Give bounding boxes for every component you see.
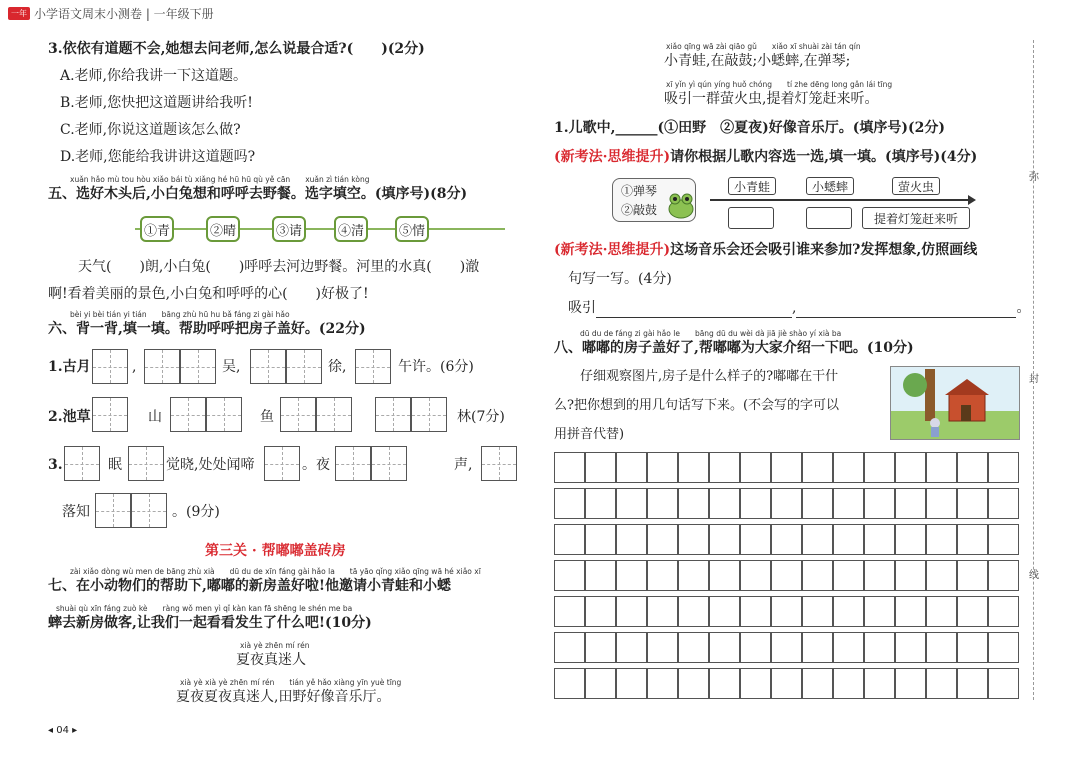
- char-option-2: ②晴: [206, 216, 240, 242]
- r2-text: 请你根据儿歌内容选一选,填一填。(填序号)(4分): [670, 149, 978, 165]
- r3-fill-period: 。: [1016, 300, 1031, 316]
- q7-pinyin1: zài xiǎo dòng wù men de bāng zhù xià dū du de xīn fáng gài hǎo la tā yāo qǐng xiǎo qīng wā hé xiǎo xī: [70, 567, 481, 576]
- q6-1-grid-a[interactable]: [92, 349, 128, 384]
- char-option-4: ④清: [334, 216, 368, 242]
- r3-blank-2[interactable]: [796, 299, 1016, 318]
- q7-line1: 七、在小动物们的帮助下,嘟嘟的新房盖好啦!他邀请小青蛙和小蟋: [48, 578, 452, 594]
- r3-line2: 句写一写。(4分): [568, 271, 672, 287]
- q5-fill-line1: 天气( )朗,小白兔( )呼呼去河边野餐。河里的水真( )澈: [78, 259, 480, 275]
- q6-2-text-c: 鱼: [260, 409, 274, 425]
- r2-label-firefly: 萤火虫: [892, 177, 940, 195]
- header: [8, 5, 214, 21]
- q6-3-label: 3.: [48, 457, 63, 473]
- q6-1-grid-c[interactable]: [250, 349, 322, 384]
- page-number: ◂ 04 ▸: [48, 725, 78, 736]
- q3-option-c: C.老师,你说这道题该怎么做?: [60, 122, 241, 138]
- q8-desc-1: 仔细观察图片,房子是什么样子的?嘟嘟在干什: [580, 369, 839, 384]
- q8-desc-3: 用拼音代替): [554, 427, 625, 442]
- q6-3-text-e: 声,: [454, 457, 473, 473]
- r3-fill-prefix: 吸引: [568, 300, 596, 316]
- vine: [135, 228, 505, 230]
- poem-title: 夏夜真迷人: [236, 652, 306, 668]
- q6-3-text-b: 眠: [108, 457, 122, 473]
- q6-3-grid-e[interactable]: [481, 446, 517, 481]
- q5-fill-line2: 啊!看着美丽的景色,小白兔和呼呼的心( )好极了!: [48, 286, 369, 302]
- header-title: 小学语文周末小测卷 | 一年级下册: [34, 6, 214, 21]
- q6-2-label: 2.池草: [48, 409, 91, 425]
- q8-desc-2: 么?把你想到的用几句话写下来。(不会写的字可以: [554, 398, 840, 413]
- r2-tag: (新考法·思维提升): [554, 149, 671, 165]
- q6-2-grid-a[interactable]: [92, 397, 128, 432]
- q3-option-b: B.老师,您快把这道题讲给我听!: [60, 95, 253, 111]
- r1-stem: 1.儿歌中,______(①田野 ②夏夜)好像音乐厅。(填序号)(2分): [554, 120, 945, 136]
- q7-pinyin2: shuài qù xīn fáng zuò kè ràng wǒ men yì qǐ kàn kan fā shēng le shén me ba: [56, 604, 353, 613]
- q6-4-grid[interactable]: [95, 493, 167, 528]
- char-option-5: ⑤情: [395, 216, 429, 242]
- q8-pinyin: dū du de fáng zi gài hǎo le bāng dū du wèi dà jiā jiè shào yí xià ba: [580, 329, 842, 338]
- r2-arrow-line: [710, 199, 972, 201]
- poem-line3-pinyin: xī yǐn yì qún yíng huǒ chóng tí zhe dēng long gǎn lái tīng: [666, 80, 893, 89]
- q6-pinyin: bèi yi bèi tián yi tián bāng zhù hū hu bǎ fáng zi gài hǎo: [70, 310, 290, 319]
- q6-1-grid-b[interactable]: [144, 349, 216, 384]
- q6-1-text-d: 徐,: [328, 359, 347, 375]
- r2-answer-box-2[interactable]: [806, 207, 852, 229]
- q6-2-grid-d[interactable]: [375, 397, 447, 432]
- q7-line2: 蟀去新房做客,让我们一起看看发生了什么吧!(10分): [48, 615, 372, 631]
- side-mark-1: 弥: [1029, 172, 1039, 183]
- char-option-3: ③请: [272, 216, 306, 242]
- header-badge: 一年: [8, 7, 30, 20]
- char-option-1: ①青: [140, 216, 174, 242]
- poem-line1-pinyin: xià yè xià yè zhēn mí rén tián yě hǎo xiàng yīn yuè tīng: [180, 678, 402, 687]
- r3-tag: (新考法·思维提升): [554, 242, 671, 258]
- poem-line3: 吸引一群萤火虫,提着灯笼赶来听。: [664, 91, 879, 107]
- q6-1-text-c: 吴,: [222, 359, 241, 375]
- poem-title-pinyin: xià yè zhēn mí rén: [240, 641, 310, 650]
- q6-4-text-a: 落知: [62, 504, 90, 520]
- q5-stem: 五、选好木头后,小白兔想和呼呼去野餐。选字填空。(填序号)(8分): [48, 186, 468, 202]
- q6-2-text-b: 山: [148, 409, 162, 425]
- q3-option-a: A.老师,你给我讲一下这道题。: [60, 68, 248, 84]
- poem-line2: 小青蛙,在敲鼓;小蟋蟀,在弹琴;: [664, 53, 851, 69]
- r2-answer-box-1[interactable]: [728, 207, 774, 229]
- r2-option-1: ①弹琴: [621, 184, 658, 198]
- q6-3-grid-b[interactable]: [128, 446, 164, 481]
- q3-option-d: D.老师,您能给我讲讲这道题吗?: [60, 149, 256, 165]
- section-title: 第三关 · 帮嘟嘟盖砖房: [205, 543, 346, 559]
- r2-label-frog: 小青蛙: [728, 177, 776, 195]
- q5-pinyin: xuǎn hǎo mù tou hòu xiǎo bái tù xiǎng hé hū hū qù yě cān xuǎn zì tián kòng: [70, 175, 370, 184]
- r2-label-cricket: 小蟋蟀: [806, 177, 854, 195]
- r2-option-2: ②敲鼓: [621, 203, 658, 217]
- q3-stem: 3.依依有道题不会,她想去问老师,怎么说最合适?( )(2分): [48, 41, 425, 57]
- q8-stem: 八、嘟嘟的房子盖好了,帮嘟嘟为大家介绍一下吧。(10分): [554, 340, 914, 356]
- q6-3-text-d: 。夜: [302, 457, 330, 473]
- q6-1-comma: ,: [132, 359, 137, 375]
- side-mark-2: 封: [1029, 374, 1039, 385]
- frog-icon: [666, 190, 696, 220]
- q6-stem: 六、背一背,填一填。帮助呼呼把房子盖好。(22分): [48, 321, 366, 337]
- q6-2-text-d: 林(7分): [457, 409, 505, 425]
- q6-4-text-b: 。(9分): [172, 504, 220, 520]
- r2-answer-firefly: 提着灯笼赶来听: [862, 207, 970, 229]
- r3-fill: [568, 299, 1030, 318]
- r3-blank-1[interactable]: [596, 299, 792, 318]
- poem-line2-pinyin: xiǎo qīng wā zài qiāo gǔ xiǎo xī shuài zài tán qín: [666, 42, 861, 51]
- q6-1-label: 1.古月: [48, 359, 91, 375]
- q6-1-text-e: 午许。(6分): [398, 359, 474, 375]
- house-illustration: [890, 366, 1020, 440]
- q6-3-text-c: 觉晓,处处闻啼: [166, 457, 255, 473]
- r3-text: 这场音乐会还会吸引谁来参加?发挥想象,仿照画线: [670, 242, 978, 258]
- r2-arrow-head: [968, 195, 976, 205]
- q6-3-grid-a[interactable]: [64, 446, 100, 481]
- q6-3-grid-d[interactable]: [335, 446, 407, 481]
- page-number-value: 04: [56, 725, 69, 736]
- writing-grid[interactable]: [554, 452, 1019, 704]
- q6-1-grid-d[interactable]: [355, 349, 391, 384]
- side-mark-3: 线: [1029, 570, 1039, 581]
- q6-2-grid-c[interactable]: [280, 397, 352, 432]
- r3-fill-comma: ,: [792, 300, 797, 316]
- poem-line1: 夏夜夏夜真迷人,田野好像音乐厅。: [176, 689, 391, 705]
- q6-2-grid-b[interactable]: [170, 397, 242, 432]
- q6-3-grid-c[interactable]: [264, 446, 300, 481]
